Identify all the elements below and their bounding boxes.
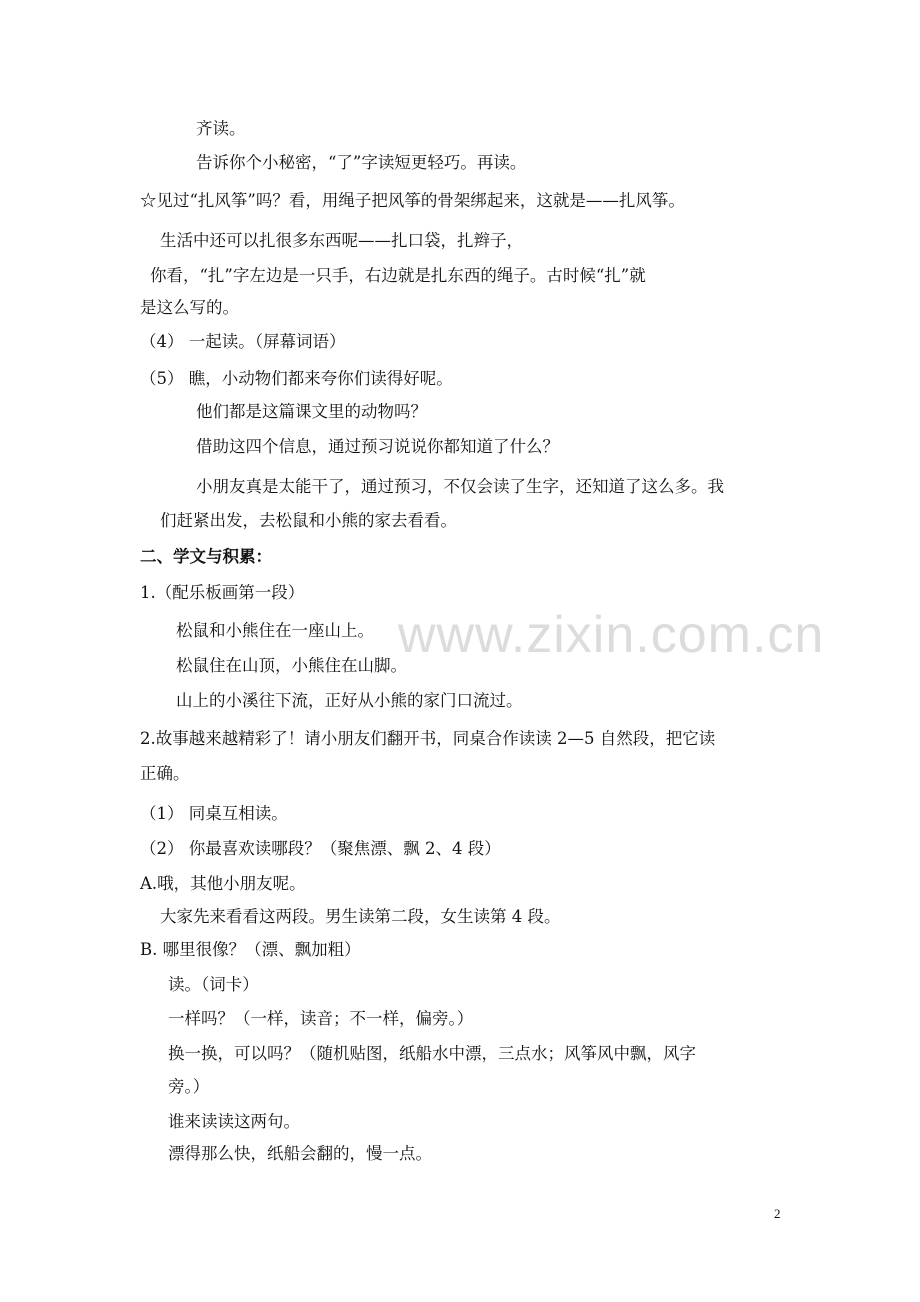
text-line: 正确。 [140, 764, 190, 783]
text-line: 1.（配乐板画第一段） [140, 583, 305, 602]
text-line: 山上的小溪往下流，正好从小熊的家门口流过。 [176, 691, 523, 710]
text-line: 是这么写的。 [140, 298, 239, 317]
text-line: ☆见过“扎风筝”吗？看，用绳子把风筝的骨架绑起来，这就是——扎风筝。 [140, 191, 685, 210]
text-line: 松鼠住在山顶，小熊住在山脚。 [176, 656, 407, 675]
text-line: 松鼠和小熊住在一座山上。 [176, 621, 374, 640]
text-line: 借助这四个信息，通过预习说说你都知道了什么？ [196, 437, 559, 456]
text-line: 小朋友真是太能干了，通过预习，不仅会读了生字，还知道了这么多。我 [196, 477, 724, 496]
text-line: A.哦，其他小朋友呢。 [140, 874, 306, 893]
text-line: 旁。） [168, 1077, 210, 1096]
text-line: 漂得那么快，纸船会翻的，慢一点。 [168, 1144, 432, 1163]
text-line: 齐读。 [196, 119, 246, 138]
page-number: 2 [774, 1206, 781, 1221]
text-line: 你看，“扎”字左边是一只手，右边就是扎东西的绳子。古时候“扎”就 [150, 266, 646, 285]
text-line: B. 哪里很像？（漂、飘加粗） [140, 940, 361, 959]
text-line: 告诉你个小秘密，“了”字读短更轻巧。再读。 [196, 153, 527, 172]
text-line: 谁来读读这两句。 [168, 1112, 300, 1131]
text-line: （2） 你最喜欢读哪段？（聚焦漂、飘 2、4 段） [140, 839, 501, 858]
text-line: 们赶紧出发，去松鼠和小熊的家去看看。 [160, 511, 457, 530]
section-heading: 二、学文与积累： [140, 547, 272, 566]
text-line: 他们都是这篇课文里的动物吗？ [196, 402, 427, 421]
text-line: 读。（词卡） [168, 975, 259, 994]
text-line: 2.故事越来越精彩了！请小朋友们翻开书，同桌合作读读 2—5 自然段，把它读 [140, 729, 716, 748]
text-line: 换一换，可以吗？（随机贴图，纸船水中漂，三点水；风筝风中飘，风字 [168, 1044, 696, 1063]
text-line: 大家先来看看这两段。男生读第二段，女生读第 4 段。 [160, 907, 561, 926]
text-line: （5） 瞧，小动物们都来夸你们读得好呢。 [140, 369, 453, 388]
text-line: 一样吗？（一样，读音；不一样，偏旁。） [168, 1009, 474, 1028]
text-line: （1） 同桌互相读。 [140, 804, 288, 823]
text-line: （4） 一起读。（屏幕词语） [140, 332, 346, 351]
watermark: www.zixin.com.cn [398, 606, 825, 664]
text-line: 生活中还可以扎很多东西呢——扎口袋，扎辫子， [160, 231, 523, 250]
